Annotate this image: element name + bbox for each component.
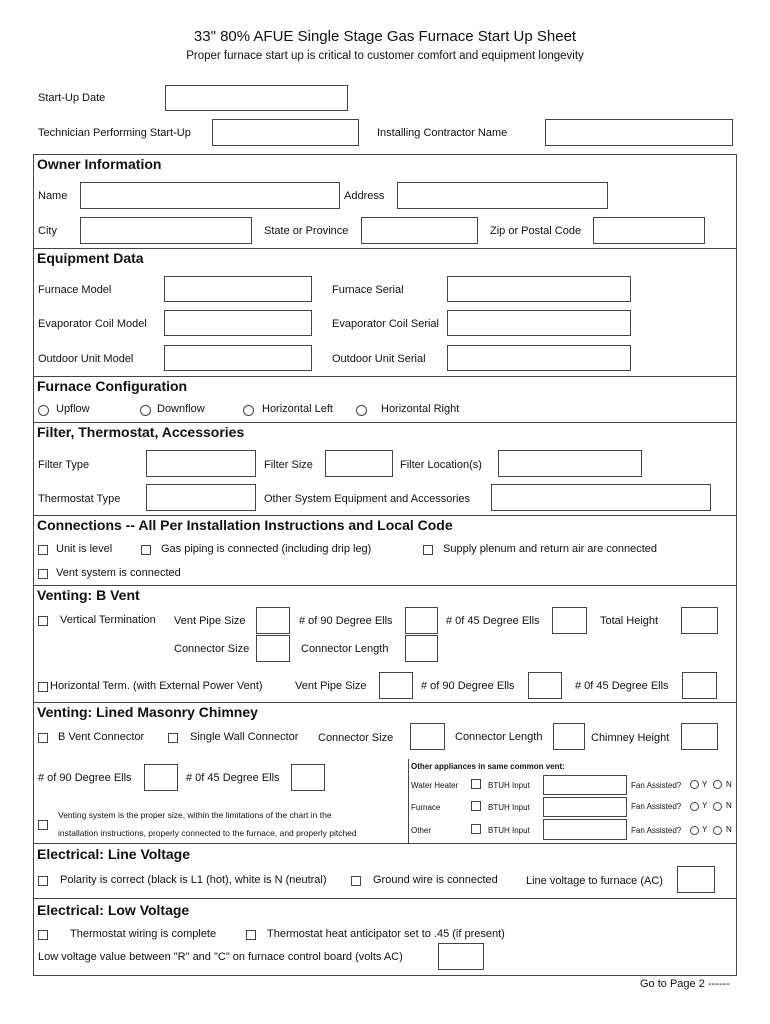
outdoor-model-field[interactable] <box>164 345 312 371</box>
supply-plenum-label: Supply plenum and return air are connected <box>443 543 658 555</box>
unit-level-checkbox[interactable] <box>38 545 48 555</box>
ells-45-2-label: # 0f 45 Degree Ells <box>575 680 669 692</box>
divider <box>33 585 737 586</box>
owner-city-label: City <box>38 225 57 237</box>
chimney-ells-90-label: # of 90 Degree Ells <box>38 772 132 784</box>
ells-45-field[interactable] <box>552 607 587 634</box>
vertical-termination-checkbox[interactable] <box>38 616 48 626</box>
no-label: N <box>726 780 732 789</box>
equipment-heading: Equipment Data <box>37 250 144 266</box>
coil-model-field[interactable] <box>164 310 312 336</box>
other-appliance-btuh-field[interactable] <box>543 819 627 840</box>
next-page-link[interactable]: Go to Page 2 ------ <box>640 978 730 990</box>
water-heater-checkbox[interactable] <box>471 779 481 789</box>
horizontal-right-radio[interactable] <box>356 405 367 416</box>
fan-assisted-label: Fan Assisted? <box>631 781 682 790</box>
contractor-label: Installing Contractor Name <box>377 127 508 139</box>
bvent-connector-label: B Vent Connector <box>58 731 145 743</box>
low-voltage-value-field[interactable] <box>438 943 484 970</box>
chimney-ells-90-field[interactable] <box>144 764 178 791</box>
owner-state-label: State or Province <box>264 225 349 237</box>
btuh-label: BTUH Input <box>488 803 530 812</box>
furnace-serial-label: Furnace Serial <box>332 284 404 296</box>
coil-serial-label: Evaporator Coil Serial <box>332 318 439 330</box>
vent-pipe-size-2-field[interactable] <box>379 672 413 699</box>
owner-city-field[interactable] <box>80 217 252 244</box>
filter-location-field[interactable] <box>498 450 642 477</box>
unit-level-label: Unit is level <box>56 543 113 555</box>
startup-date-label: Start-Up Date <box>38 92 106 104</box>
other-appliance-fan-yes-radio[interactable] <box>690 826 699 835</box>
coil-serial-field[interactable] <box>447 310 631 336</box>
line-voltage-heading: Electrical: Line Voltage <box>37 846 191 862</box>
chimney-heading: Venting: Lined Masonry Chimney <box>37 704 258 720</box>
other-appliance-fan-no-radio[interactable] <box>713 826 722 835</box>
technician-field[interactable] <box>212 119 359 146</box>
filter-type-label: Filter Type <box>38 459 90 471</box>
ells-90-2-label: # of 90 Degree Ells <box>421 680 515 692</box>
filter-heading: Filter, Thermostat, Accessories <box>37 424 245 440</box>
bvent-heading: Venting: B Vent <box>37 587 140 603</box>
divider <box>33 898 737 899</box>
outdoor-model-label: Outdoor Unit Model <box>38 353 134 365</box>
furnace-btuh-field[interactable] <box>543 797 627 817</box>
startup-date-field[interactable] <box>165 85 348 111</box>
chimney-height-label: Chimney Height <box>591 732 670 744</box>
ells-90-label: # of 90 Degree Ells <box>299 615 393 627</box>
other-appliance-checkbox[interactable] <box>471 824 481 834</box>
appliance-name: Other <box>411 826 432 835</box>
coil-model-label: Evaporator Coil Model <box>38 318 147 330</box>
ground-wire-checkbox[interactable] <box>351 876 361 886</box>
filter-size-field[interactable] <box>325 450 393 477</box>
water-heater-fan-no-radio[interactable] <box>713 780 722 789</box>
thermostat-type-label: Thermostat Type <box>38 493 121 505</box>
polarity-label: Polarity is correct (black is L1 (hot), white is N (neutral) <box>60 874 327 886</box>
divider <box>33 422 737 423</box>
furnace-model-field[interactable] <box>164 276 312 302</box>
line-voltage-field[interactable] <box>677 866 715 893</box>
downflow-label: Downflow <box>157 403 205 415</box>
divider <box>33 515 737 516</box>
furnace-serial-field[interactable] <box>447 276 631 302</box>
appliance-name: Water Heater <box>411 781 459 790</box>
chimney-ells-45-field[interactable] <box>291 764 325 791</box>
thermostat-type-field[interactable] <box>146 484 256 511</box>
no-label: N <box>726 825 732 834</box>
vent-system-checkbox[interactable] <box>38 569 48 579</box>
chimney-connector-size-field[interactable] <box>410 723 445 750</box>
line-voltage-label: Line voltage to furnace (AC) <box>526 875 663 887</box>
horizontal-left-radio[interactable] <box>243 405 254 416</box>
filter-size-label: Filter Size <box>264 459 313 471</box>
water-heater-btuh-field[interactable] <box>543 775 627 795</box>
proper-size-text-2: installation instructions, properly connected to the furnace, and properly pitched <box>58 828 357 838</box>
vent-pipe-size-field[interactable] <box>256 607 290 634</box>
supply-plenum-checkbox[interactable] <box>423 545 433 555</box>
vertical-termination-label: Vertical Termination <box>60 614 156 626</box>
upflow-radio[interactable] <box>38 405 49 416</box>
yes-label: Y <box>702 825 708 834</box>
chimney-connector-length-field[interactable] <box>553 723 585 750</box>
connections-heading: Connections -- All Per Installation Instructions and Local Code <box>37 517 453 533</box>
contractor-field[interactable] <box>545 119 733 146</box>
furnace-checkbox[interactable] <box>471 801 481 811</box>
proper-size-text-1: Venting system is the proper size, within the limitations of the chart in the <box>58 810 332 820</box>
ells-90-field[interactable] <box>405 607 438 634</box>
owner-zip-field[interactable] <box>593 217 705 244</box>
fan-assisted-label: Fan Assisted? <box>631 802 682 811</box>
page-subtitle: Proper furnace start up is critical to customer comfort and equipment longevity <box>186 50 584 62</box>
filter-location-label: Filter Location(s) <box>400 459 482 471</box>
appliance-name: Furnace <box>411 803 441 812</box>
low-voltage-value-label: Low voltage value between "R" and "C" on furnace control board (volts AC) <box>38 951 403 963</box>
owner-state-field[interactable] <box>361 217 478 244</box>
anticipator-label: Thermostat heat anticipator set to .45 (if present) <box>267 928 505 940</box>
horizontal-term-label: Horizontal Term. (with External Power Vent) <box>50 680 263 692</box>
furnace-fan-no-radio[interactable] <box>713 802 722 811</box>
proper-size-checkbox[interactable] <box>38 820 48 830</box>
owner-name-field[interactable] <box>80 182 340 209</box>
gas-piping-checkbox[interactable] <box>141 545 151 555</box>
total-height-field[interactable] <box>681 607 718 634</box>
no-label: N <box>726 801 732 810</box>
vent-pipe-size-2-label: Vent Pipe Size <box>295 680 367 692</box>
gas-piping-label: Gas piping is connected (including drip leg) <box>161 543 372 555</box>
bvent-connector-checkbox[interactable] <box>38 733 48 743</box>
low-voltage-heading: Electrical: Low Voltage <box>37 902 190 918</box>
connector-length-field[interactable] <box>405 635 438 662</box>
page-title: 33" 80% AFUE Single Stage Gas Furnace Start Up Sheet <box>193 28 577 45</box>
connector-size-label: Connector Size <box>174 643 250 655</box>
owner-heading: Owner Information <box>37 156 162 172</box>
horizontal-right-label: Horizontal Right <box>381 403 460 415</box>
chimney-connector-size-label: Connector Size <box>318 732 394 744</box>
fan-assisted-label: Fan Assisted? <box>631 826 682 835</box>
divider <box>33 702 737 703</box>
btuh-label: BTUH Input <box>488 826 530 835</box>
upflow-label: Upflow <box>56 403 90 415</box>
downflow-radio[interactable] <box>140 405 151 416</box>
ground-wire-label: Ground wire is connected <box>373 874 498 886</box>
single-wall-checkbox[interactable] <box>168 733 178 743</box>
polarity-checkbox[interactable] <box>38 876 48 886</box>
anticipator-checkbox[interactable] <box>246 930 256 940</box>
technician-label: Technician Performing Start-Up <box>38 127 191 139</box>
owner-name-label: Name <box>38 190 68 202</box>
ells-90-2-field[interactable] <box>528 672 562 699</box>
chimney-ells-45-label: # 0f 45 Degree Ells <box>186 772 280 784</box>
owner-address-field[interactable] <box>397 182 608 209</box>
water-heater-fan-yes-radio[interactable] <box>690 780 699 789</box>
horizontal-left-label: Horizontal Left <box>262 403 333 415</box>
filter-type-field[interactable] <box>146 450 256 477</box>
owner-address-label: Address <box>344 190 385 202</box>
vent-system-label: Vent system is connected <box>56 567 181 579</box>
ells-45-2-field[interactable] <box>682 672 717 699</box>
total-height-label: Total Height <box>600 615 659 627</box>
other-equipment-field[interactable] <box>491 484 711 511</box>
chimney-connector-length-label: Connector Length <box>455 731 543 743</box>
furnace-model-label: Furnace Model <box>38 284 112 296</box>
thermostat-wiring-checkbox[interactable] <box>38 930 48 940</box>
owner-zip-label: Zip or Postal Code <box>490 225 582 237</box>
ells-45-label: # 0f 45 Degree Ells <box>446 615 540 627</box>
divider <box>33 248 737 249</box>
divider <box>33 376 737 377</box>
outdoor-serial-field[interactable] <box>447 345 631 371</box>
other-equipment-label: Other System Equipment and Accessories <box>264 493 471 505</box>
furnace-fan-yes-radio[interactable] <box>690 802 699 811</box>
yes-label: Y <box>702 801 708 810</box>
chimney-height-field[interactable] <box>681 723 718 750</box>
divider <box>33 843 737 844</box>
btuh-label: BTUH Input <box>488 781 530 790</box>
thermostat-wiring-label: Thermostat wiring is complete <box>70 928 217 940</box>
connector-length-label: Connector Length <box>301 643 389 655</box>
yes-label: Y <box>702 780 708 789</box>
vent-pipe-size-label: Vent Pipe Size <box>174 615 246 627</box>
single-wall-label: Single Wall Connector <box>190 731 299 743</box>
configuration-heading: Furnace Configuration <box>37 378 188 394</box>
horizontal-term-checkbox[interactable] <box>38 682 48 692</box>
outdoor-serial-label: Outdoor Unit Serial <box>332 353 426 365</box>
appliances-title: Other appliances in same common vent: <box>411 762 565 771</box>
connector-size-field[interactable] <box>256 635 290 662</box>
